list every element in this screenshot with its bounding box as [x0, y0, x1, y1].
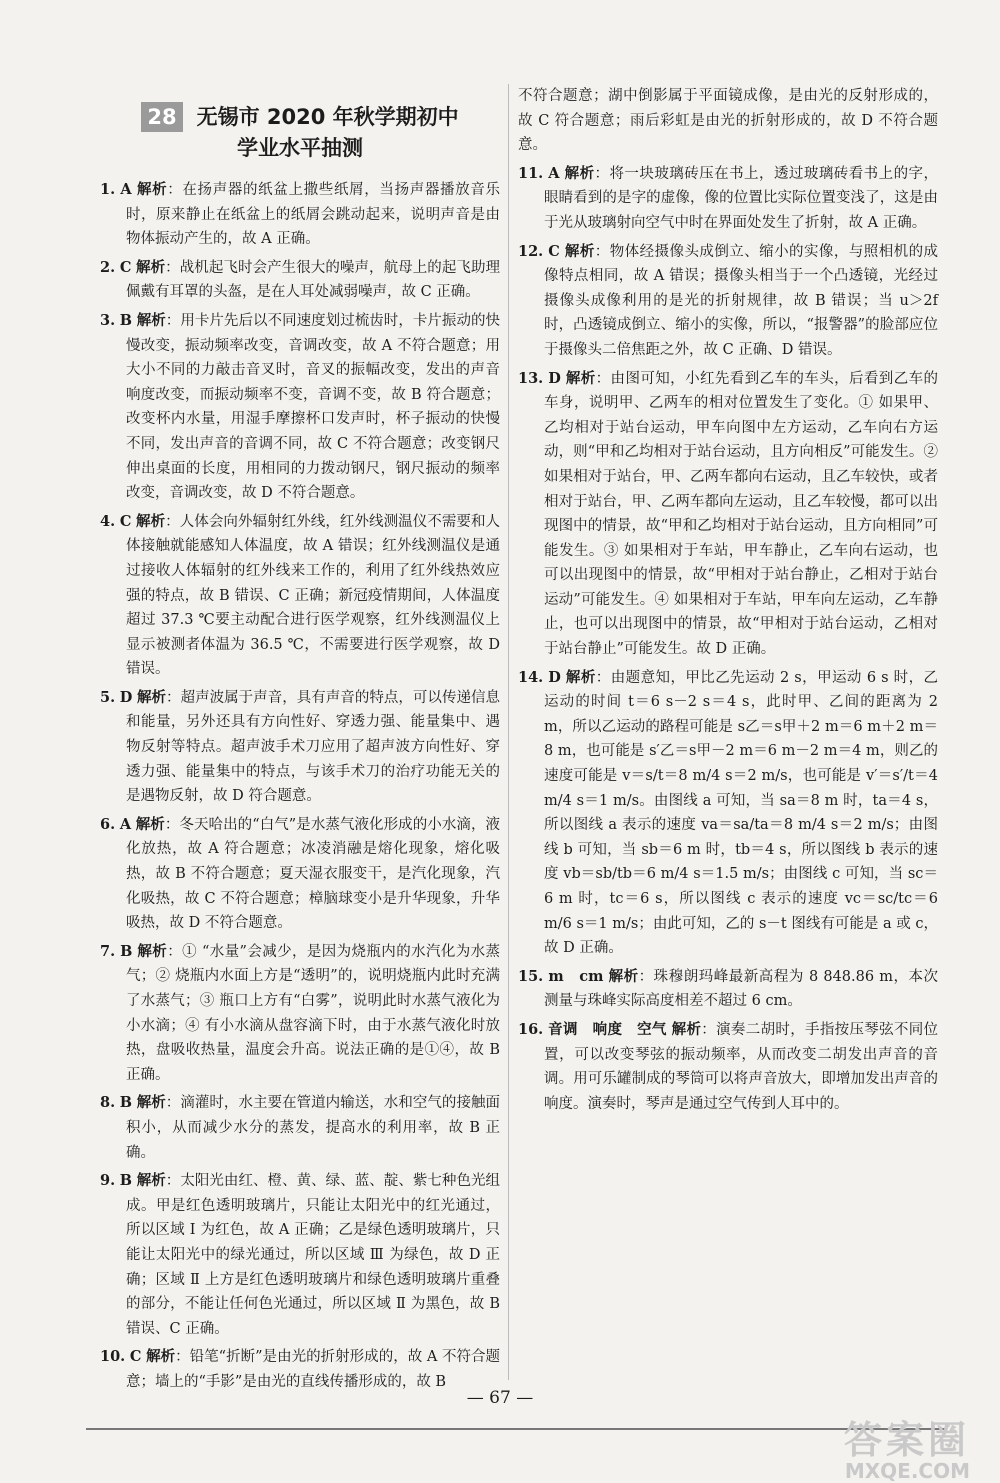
answer-keyword: 解析	[136, 513, 166, 530]
answer-number: 5.	[100, 688, 116, 706]
heading-title-2: 学业水平抽测	[237, 136, 363, 160]
answer-item	[518, 240, 938, 363]
answer-keyword: 解析	[136, 312, 166, 329]
answer-choice: C	[119, 258, 132, 276]
answer-number: 8.	[100, 1094, 116, 1112]
answer-number: 2.	[100, 258, 116, 276]
section-number-badge: 28	[141, 102, 182, 132]
answer-keyword: 解析	[135, 816, 165, 833]
answer-number: 1.	[100, 181, 116, 198]
answer-number: 14.	[518, 668, 544, 686]
answer-item	[518, 1018, 938, 1116]
answer-choice: D	[548, 369, 561, 387]
answer-item	[100, 256, 500, 305]
answer-choice: A	[119, 815, 132, 833]
answer-text: ：用卡片先后以不同速度划过梳齿时，卡片振动的快慢改变，振动频率改变，音调改变，故 A 不符合题意；用大小不同的力敲击音叉时，音叉的振幅改变，发出的声音响度改变，而振动频率不变，音调不变，故 B 符合题意；改变杯内水量，用湿手摩擦杯口发声时，杯子振动的快慢不同，发出声音的音调不同，故 C 不符合题意；改变钢尺伸出桌面的长度，用相同的力拨动钢尺，钢尺振动的频率改变，音调改变，故 D 不符合题意。	[126, 312, 501, 502]
answer-number: 15.	[518, 967, 544, 985]
answer-text: ：珠穆朗玛峰最新高程为 8 848.86 m，本次测量与珠峰实际高度相差不超过 6 cm。	[544, 968, 939, 1010]
answer-item	[518, 965, 938, 1014]
answer-item	[100, 686, 500, 809]
answer-keyword: 解析	[564, 165, 595, 182]
answer-choice: A	[548, 164, 560, 182]
bottom-rule	[86, 1428, 946, 1430]
answer-item	[518, 367, 938, 662]
answer-item	[100, 1091, 500, 1165]
answer-item	[100, 178, 500, 252]
answer-keyword: 解析	[565, 669, 596, 686]
answer-keyword: 解析	[136, 1095, 166, 1112]
answer-number: 7.	[100, 942, 116, 960]
answer-text: ：冬天哈出的“白气”是水蒸气液化形成的小水滴，液化放热，故 A 符合题意；冰凌消融是熔化现象，熔化吸热，故 B 不符合题意；夏天湿衣服变干，是汽化现象，汽化吸热，故 C 不符合题意；樟脑球变小是升华现象，升华吸热，故 D 不符合题意。	[126, 816, 501, 932]
answer-choice: 音调 响度 空气	[548, 1020, 667, 1038]
right-column	[518, 84, 938, 1120]
answer-choice: C	[548, 242, 560, 260]
answer-number: 11.	[518, 164, 544, 182]
answer-item	[100, 813, 500, 936]
answer-choice: C	[129, 1348, 142, 1366]
watermark-line-1: 答案圈	[843, 1418, 970, 1462]
answer-text: ：铅笔“折断”是由光的折射形成的，故 A 不符合题意；墙上的“手影”是由光的直线传播形成的，故 B	[126, 1349, 501, 1390]
answer-keyword: 解析	[136, 259, 166, 276]
answer-number: 6.	[100, 815, 116, 833]
answer-keyword: 解析	[564, 243, 595, 260]
answer-choice: B	[119, 1094, 133, 1112]
answer-choice: A	[120, 181, 132, 198]
answer-text: ：由图可知，小红先看到乙车的车头，后看到乙车的车身，说明甲、乙两车的相对位置发生了变化。① 如果甲、乙均相对于站台运动，甲车向图中左方运动，乙车向右方运动，则“甲和乙均相对于站台运动，且方向相反”可能发生。② 如果相对于站台，甲、乙两车都向右运动，且乙车较快，或者相对于站台，甲、乙两车都向左运动，且乙车较慢，都可以出现图中的情景，故“甲和乙均相对于站台运动，且方向相同”可能发生。③ 如果相对于车站，甲车静止，乙车向右运动，也可以出现图中的情景，故“甲相对于站台静止，乙相对于站台运动”可能发生。④ 如果相对于车站，甲车向左运动，乙车静止，也可以出现图中的情景，故“甲相对于站台运动，乙相对于站台静止”可能发生。故 D 正确。	[544, 370, 939, 658]
answer-keyword: 解析	[565, 370, 596, 387]
answer-keyword: 解析	[608, 968, 639, 985]
answer-keyword: 解析	[136, 182, 168, 198]
answer-text: ：超声波属于声音，具有声音的特点，可以传递信息和能量，另外还具有方向性好、穿透力强、能量集中、遇物反射等特点。超声波手术刀应用了超声波方向性好、穿透力强、能量集中的特点，与该手术刀的治疗功能无关的是遇物反射，故 D 符合题意。	[126, 689, 501, 805]
answer-text: ：由题意知，甲比乙先运动 2 s，甲运动 6 s 时，乙运动的时间 t＝6 s－2 s＝4 s，此时甲、乙间的距离为 2 m，所以乙运动的路程可能是 s乙＝s甲＋2 m＝6 m＋2 m＝8 m，也可能是 s′乙＝s甲－2 m＝6 m－2 m＝4 m，则乙的速度可能是 v＝s/t＝8 m/4 s＝2 m/s，也可能是 v′＝s′/t＝4 m/4 s＝1 m/s。由图线 a 可知，当 sa＝8 m 时，ta＝4 s，所以图线 a 表示的速度 va＝sa/ta＝8 m/4 s＝2 m/s；由图线 b 可知，当 sb＝6 m 时，tb＝4 s，所以图线 b 表示的速度 vb＝sb/tb＝6 m/4 s＝1.5 m/s；由图线 c 可知，当 sc＝6 m 时，tc＝6 s，所以图线 c 表示的速度 vc＝sc/tc＝6 m/6 s＝1 m/s；由此可知，乙的 s－t 图线有可能是 a 或 c，故 D 正确。	[544, 669, 939, 957]
answer-keyword: 解析	[146, 1349, 176, 1366]
watermark-logo	[844, 1420, 970, 1482]
answer-text: ：在扬声器的纸盆上撒些纸屑，当扬声器播放音乐时，原来静止在纸盆上的纸屑会跳动起来，说明声音是由物体振动产生的，故 A 正确。	[126, 182, 501, 248]
answer-choice: B	[119, 1172, 133, 1190]
answer-item	[100, 940, 500, 1088]
answer-number: 12.	[518, 242, 544, 260]
left-answer-list	[100, 178, 500, 1395]
answer-text: ：滴灌时，水主要在管道内输送，水和空气的接触面积小，从而减少水分的蒸发，提高水的利用率，故 B 正确。	[126, 1095, 501, 1161]
answer-text: ：物体经摄像头成倒立、缩小的实像，与照相机的成像特点相同，故 A 错误；摄像头相当于一个凸透镜，光经过摄像头成像利用的是光的折射规律，故 B 错误；当 u＞2f 时，凸透镜成倒立、缩小的实像，所以，“报警器”的脸部应位于摄像头二倍焦距之外，故 C 正确、D 错误。	[544, 243, 939, 358]
watermark-line-2: MXQE.COM	[844, 1459, 970, 1483]
answer-choice: D	[548, 668, 561, 686]
answer-item	[518, 666, 938, 961]
answer-number: 3.	[100, 311, 116, 329]
answer-choice: B	[119, 311, 133, 329]
answer-choice: m cm	[548, 967, 604, 985]
answer-text: ：太阳光由红、橙、黄、绿、蓝、靛、紫七种色光组成。甲是红色透明玻璃片，只能让太阳光中的红光通过，所以区域 Ⅰ 为红色，故 A 正确；乙是绿色透明玻璃片，只能让太阳光中的绿光通过，所以区域 Ⅲ 为绿色，故 D 正确；区域 Ⅱ 上方是红色透明玻璃片和绿色透明玻璃片重叠的部分，不能让任何色光通过，所以区域 Ⅱ 为黑色，故 B 错误、C 正确。	[126, 1173, 501, 1337]
answer-keyword: 解析	[137, 689, 167, 706]
answer-choice: D	[119, 688, 133, 706]
answer-text: ：演奏二胡时，手指按压琴弦不同位置，可以改变琴弦的振动频率，从而改变二胡发出声音的音调。用可乐罐制成的琴筒可以将声音放大，即增加发出声音的响度。演奏时，琴声是通过空气传到人耳中的。	[544, 1021, 939, 1112]
answer-number: 9.	[100, 1172, 116, 1190]
answer-keyword: 解析	[137, 943, 168, 960]
answer-text: ：将一块玻璃砖压在书上，透过玻璃砖看书上的字，眼睛看到的是字的虚像，像的位置比实际位置变浅了，这是由于光从玻璃射向空气中时在界面处发生了折射，故 A 正确。	[544, 165, 938, 231]
section-heading	[100, 102, 500, 164]
answer-text: 不符合题意；湖中倒影属于平面镜成像，是由光的反射形成的，故 C 符合题意；雨后彩虹是由光的折射形成的，故 D 不符合题意。	[518, 88, 938, 154]
answer-number: 10.	[100, 1348, 126, 1366]
answer-item	[100, 510, 500, 682]
answer-item	[518, 84, 938, 158]
right-answer-list	[518, 84, 938, 1116]
answer-number: 4.	[100, 512, 116, 530]
heading-line-1	[100, 102, 500, 132]
answer-text: ：人体会向外辐射红外线，红外线测温仪不需要和人体接触就能感知人体温度，故 A 错误；红外线测温仪是通过接收人体辐射的红外线来工作的，利用了红外线热效应强的特点，故 B 错误、C 正确；新冠疫情期间，人体温度超过 37.3 ℃要主动配合进行医学观察，红外线测温仪上显示被测者体温为 36.5 ℃，不需要进行医学观察，故 D 错误。	[126, 513, 501, 678]
column-divider	[508, 84, 509, 1380]
answer-text: ：① “水量”会减少，是因为烧瓶内的水汽化为水蒸气；② 烧瓶内水面上方是“透明”的，说明烧瓶内此时充满了水蒸气；③ 瓶口上方有“白雾”，说明此时水蒸气液化为小水滴；④ 有小水滴从盘容滴下时，由于水蒸气液化时放热，盘吸收热量，温度会升高。说法正确的是①④，故 B 正确。	[126, 943, 501, 1083]
answer-number: 16.	[518, 1020, 544, 1038]
left-column	[100, 84, 500, 1399]
answer-item	[100, 309, 500, 506]
answer-text: ：战机起飞时会产生很大的噪声，航母上的起飞助理佩戴有耳罩的头盔，是在人耳处减弱噪声，故 C 正确。	[126, 259, 501, 301]
answer-choice: C	[119, 512, 132, 530]
heading-title-1: 无锡市 2020 年秋学期初中	[196, 105, 459, 129]
answer-item	[518, 162, 938, 236]
page-number: — 67 —	[466, 1388, 534, 1408]
answer-keyword: 解析	[671, 1021, 702, 1038]
answer-item	[100, 1169, 500, 1341]
answer-choice: B	[120, 942, 133, 960]
answer-number: 13.	[518, 369, 544, 387]
answer-keyword: 解析	[136, 1173, 166, 1190]
